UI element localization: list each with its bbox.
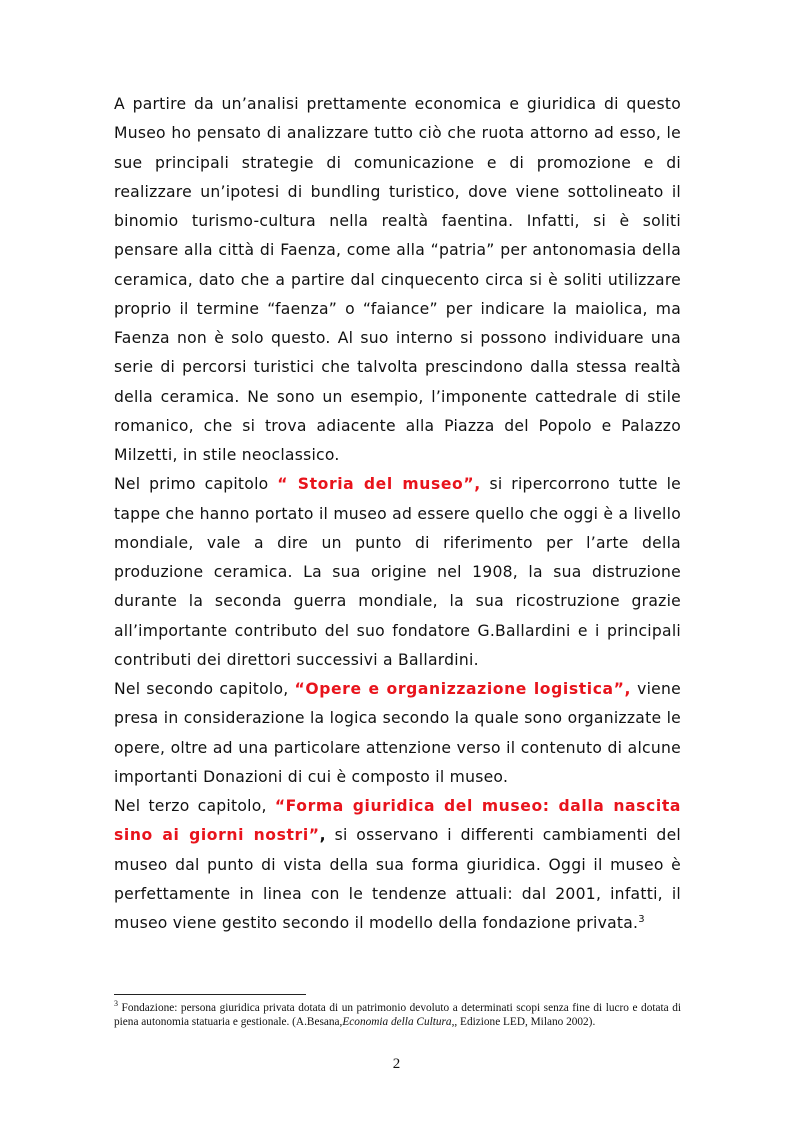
chapter-three-lead: Nel terzo capitolo, <box>114 797 275 815</box>
chapter-two-lead: Nel secondo capitolo, <box>114 680 295 698</box>
footnote <box>114 1001 681 1030</box>
footnote-text: Fondazione: persona giuridica privata dotata di un patrimonio devoluto a determinati scopi senza fine di lucro e dotata di piena autonomia statuaria e gestionale. (A.Besana, <box>114 1002 681 1029</box>
chapter-three-title: “Forma giuridica del museo: dalla nascita sino ai giorni nostri” <box>114 797 681 845</box>
page-body <box>114 90 681 938</box>
intro-paragraph: A partire da un’analisi prettamente economica e giuridica di questo Museo ho pensato di analizzare tutto ciò che ruota attorno ad esso, le sue principali strategie di comunicazione e di promozione e di realizzare un’ipotesi di bundling turistico, dove viene sottolineato il binomio turismo-cultura nella realtà faentina. Infatti, si è soliti pensare alla città di Faenza, come alla “patria” per antonomasia della ceramica, dato che a partire dal cinquecento circa si è soliti utilizzare proprio il termine “faenza” o “faiance” per indicare la maiolica, ma Faenza non è solo questo. Al suo interno si possono individuare una serie di percorsi turistici che talvolta prescindono dalla stessa realtà della ceramica. Ne sono un esempio, l’imponente cattedrale di stile romanico, che si trova adiacente alla Piazza del Popolo e Palazzo Milzetti, in stile neoclassico. <box>114 95 681 464</box>
chapter-three-text: si osservano i differenti cambiamenti del museo dal punto di vista della sua forma giuridica. Oggi il museo è perfettamente in linea con le tendenze attuali: dal 2001, infatti, il museo viene gestito secondo il modello della fondazione privata. <box>114 826 681 932</box>
chapter-one-paragraph <box>114 470 681 675</box>
chapter-three-comma: , <box>319 826 326 845</box>
chapter-two-title: “Opere e organizzazione logistica”, <box>294 680 632 698</box>
footnote-separator <box>114 994 306 995</box>
chapter-three-paragraph <box>114 792 681 938</box>
chapter-one-title: “ Storia del museo”, <box>277 475 481 494</box>
page-number: 2 <box>392 1056 401 1072</box>
chapter-one-lead: Nel primo capitolo <box>114 475 278 494</box>
footnote-text-end: ,, Edizione LED, Milano 2002). <box>451 1016 596 1029</box>
footnote-mark: 3 <box>114 999 118 1009</box>
footnote-reference[interactable]: 3 <box>638 913 645 925</box>
chapter-two-text: viene presa in considerazione la logica secondo la quale sono organizzate le opere, oltre ad una particolare attenzione verso il contenuto di alcune importanti Donazioni di cui è composto il museo. <box>114 680 681 786</box>
chapter-two-paragraph <box>114 675 681 792</box>
chapter-one-text: si ripercorrono tutte le tappe che hanno portato il museo ad essere quello che oggi è a livello mondiale, vale a dire un punto di riferimento per l’arte della produzione ceramica. La sua origine nel 1908, la sua distruzione durante la seconda guerra mondiale, la sua ricostruzione grazie all’importante contributo del suo fondatore G.Ballardini e i principali contributi dei direttori successivi a Ballardini. <box>114 475 681 669</box>
footnote-book-title: Economia della Cultura <box>342 1016 452 1029</box>
